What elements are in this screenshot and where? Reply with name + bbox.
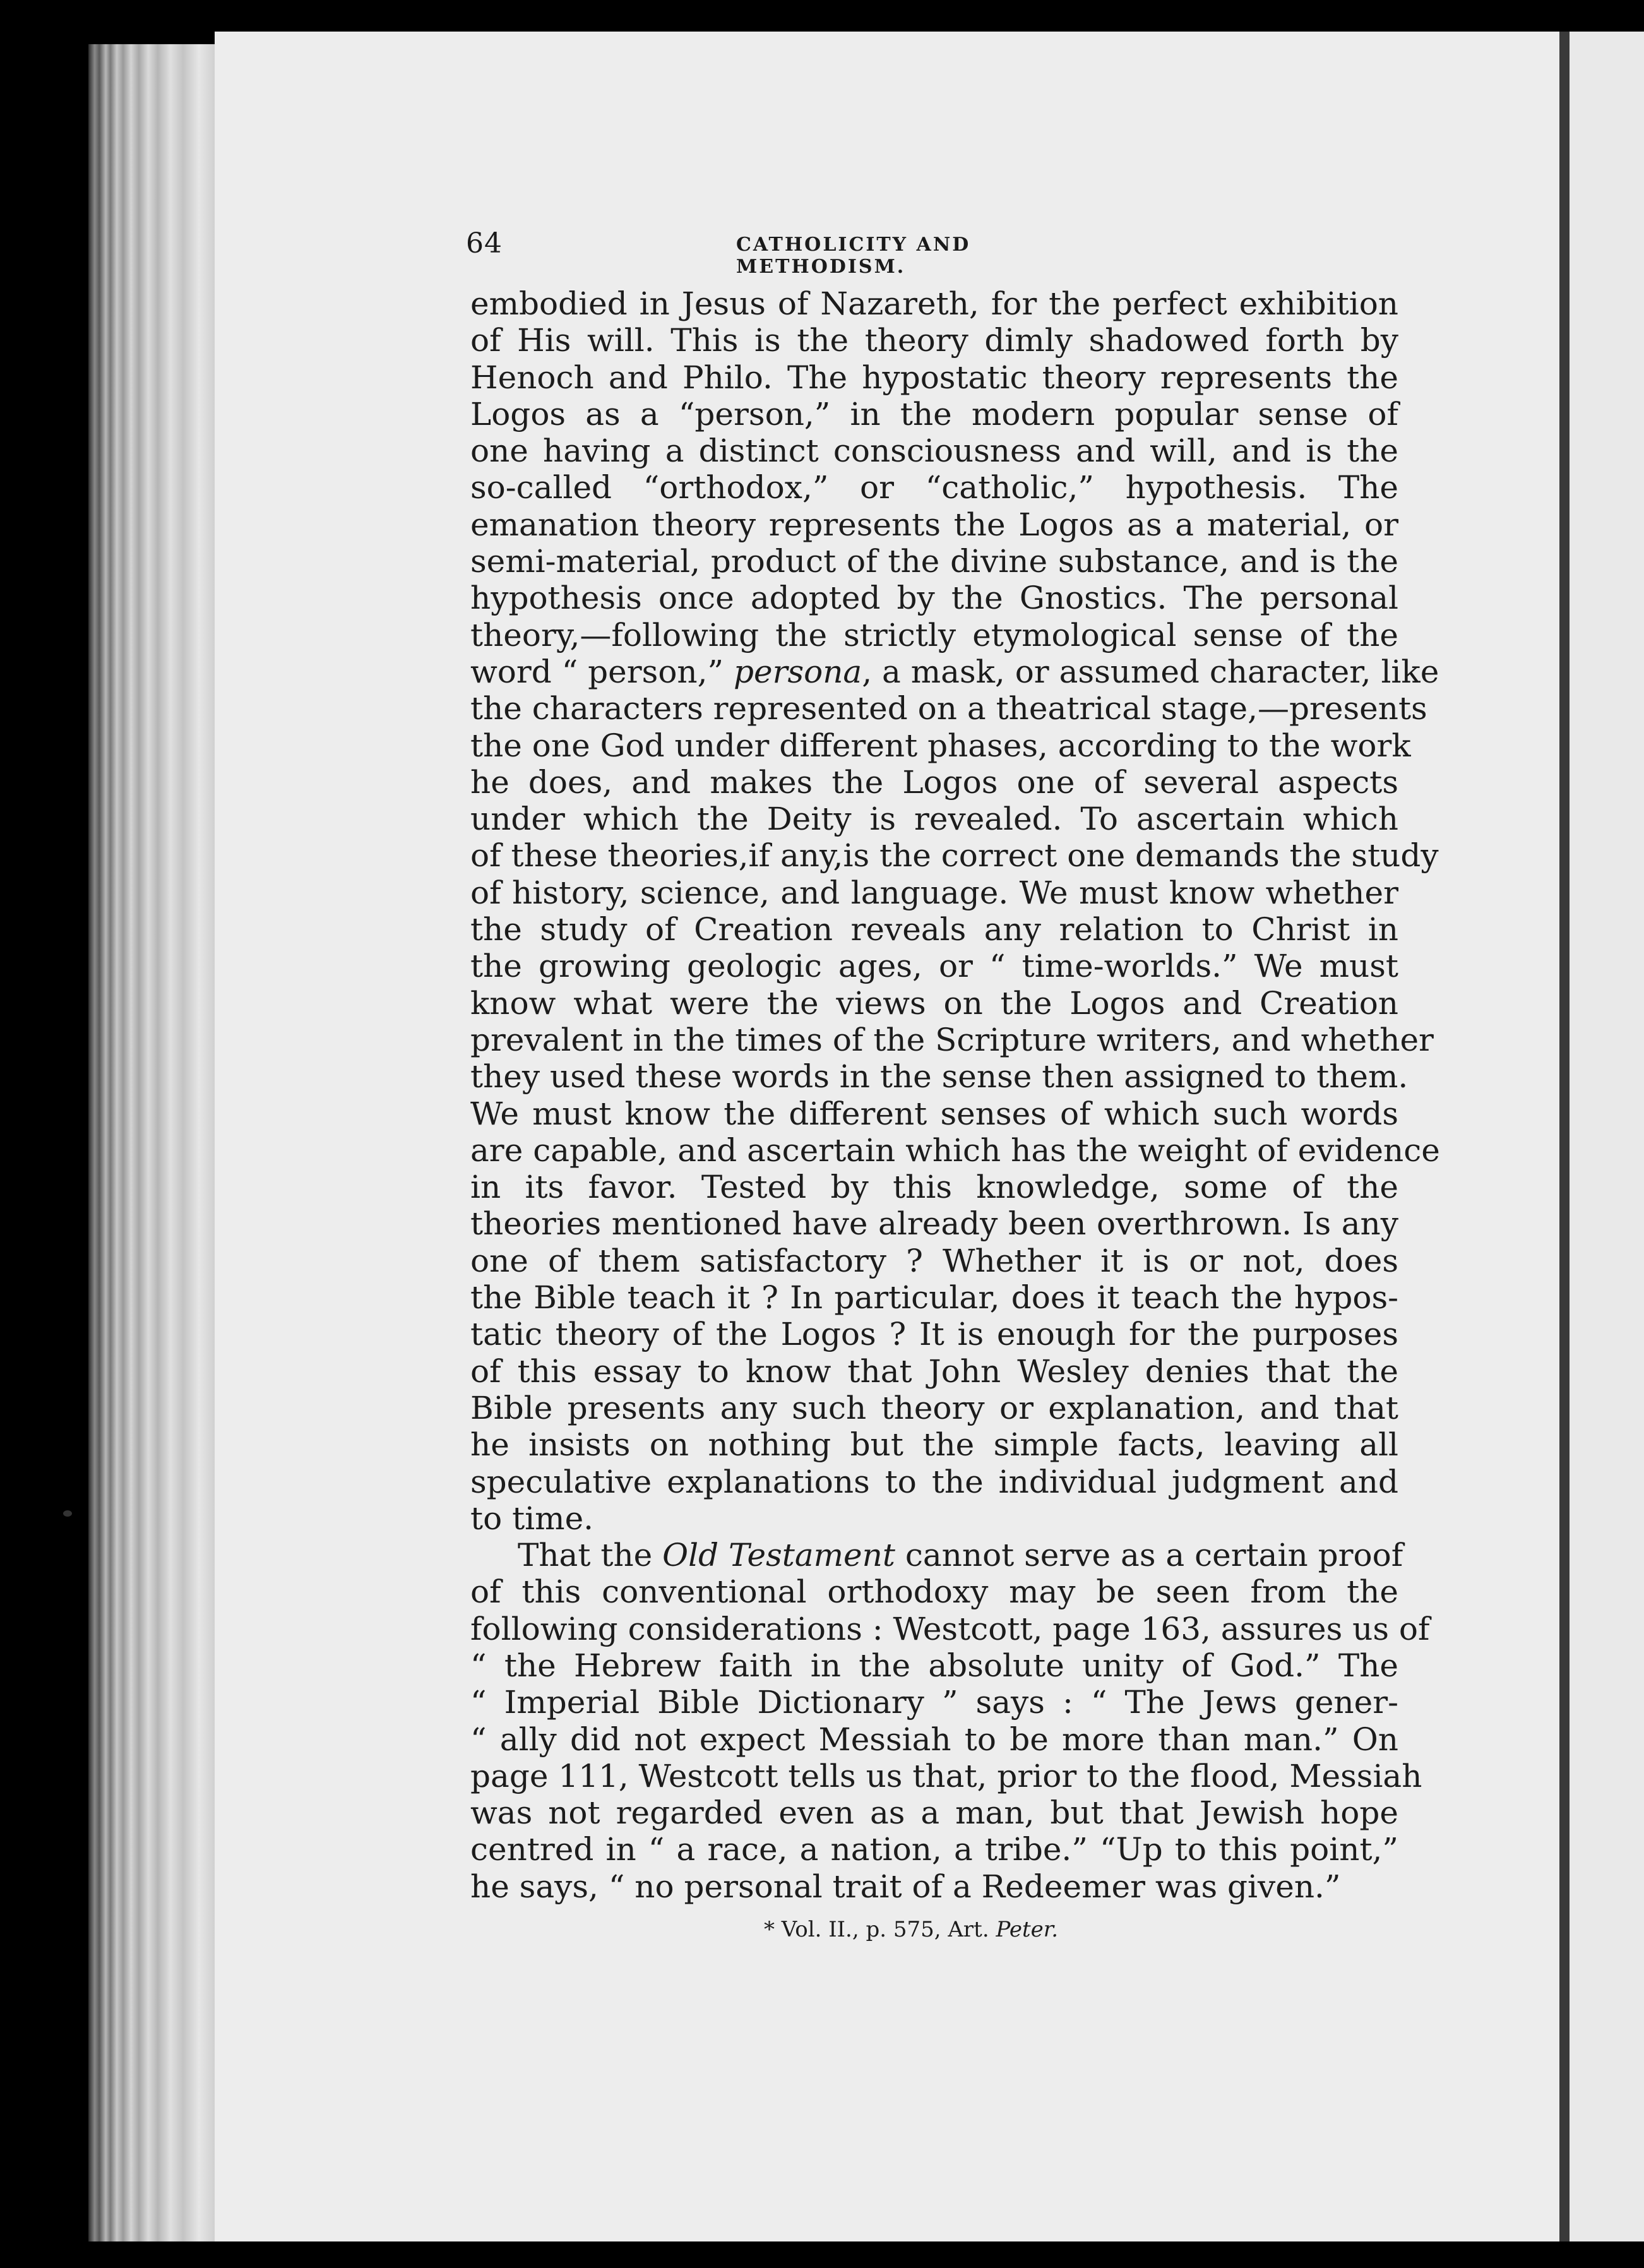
text-line bbox=[470, 764, 1398, 801]
text-segment: We must know the different senses of which such words bbox=[470, 1095, 1398, 1132]
text-segment: of these theories,if any,is the correct one demands the study bbox=[470, 837, 1439, 874]
bottom-border bbox=[0, 2241, 1644, 2268]
text-line bbox=[470, 322, 1398, 359]
text-segment: tatic theory of the Logos ? It is enough for the purposes bbox=[470, 1316, 1398, 1353]
text-segment: semi-material, product of the divine substance, and is the bbox=[470, 543, 1398, 580]
text-line bbox=[470, 1095, 1398, 1132]
text-line bbox=[470, 617, 1398, 654]
text-segment: the one God under different phases, according to the work bbox=[470, 727, 1411, 764]
text-segment: the study of Creation reveals any relation to Christ in bbox=[470, 911, 1398, 948]
text-line bbox=[470, 359, 1398, 396]
text-segment: Bible presents any such theory or explanation, and that bbox=[470, 1389, 1398, 1426]
text-line bbox=[470, 1316, 1398, 1352]
ink-smudge bbox=[63, 1510, 72, 1517]
text-segment: one having a distinct consciousness and will, and is the bbox=[470, 433, 1398, 470]
text-segment: know what were the views on the Logos and Creation bbox=[470, 984, 1398, 1022]
text-line bbox=[470, 1721, 1398, 1758]
text-segment: , a mask, or assumed character, like bbox=[862, 653, 1439, 690]
text-segment: he says, “ no personal trait of a Redeemer was given.” bbox=[470, 1868, 1341, 1905]
text-segment: Henoch and Philo. The hypostatic theory represents the bbox=[470, 359, 1398, 396]
text-line bbox=[470, 580, 1398, 616]
text-segment: page 111, Westcott tells us that, prior to the flood, Messiah bbox=[470, 1757, 1422, 1794]
adjacent-page bbox=[1570, 32, 1644, 2241]
text-line bbox=[470, 1426, 1398, 1463]
text-segment: are capable, and ascertain which has the weight of evidence bbox=[470, 1131, 1440, 1169]
text-segment: following considerations : Westcott, page 163, assures us of bbox=[470, 1610, 1430, 1647]
text-line bbox=[470, 396, 1398, 433]
page-gutter bbox=[1559, 32, 1570, 2241]
text-line bbox=[470, 690, 1427, 727]
text-segment: “ ally did not expect Messiah to be more than man.” On bbox=[470, 1721, 1398, 1758]
text-segment: the characters represented on a theatrical stage,—presents bbox=[470, 690, 1427, 727]
text-line bbox=[470, 1684, 1398, 1721]
page-number: 64 bbox=[466, 227, 503, 260]
text-line bbox=[470, 1610, 1430, 1647]
text-segment: in its favor. Tested by this knowledge, some of the bbox=[470, 1169, 1398, 1206]
text-line bbox=[470, 1464, 1398, 1500]
footnote bbox=[764, 1917, 1058, 1942]
text-segment: so-called “orthodox,” or “catholic,” hypothesis. The bbox=[470, 469, 1398, 506]
footnote-italic: Peter. bbox=[996, 1917, 1059, 1942]
text-segment: Logos as a “person,” in the modern popular sense of bbox=[470, 395, 1398, 433]
text-line bbox=[470, 1647, 1398, 1684]
text-line bbox=[470, 727, 1411, 764]
text-line bbox=[470, 1353, 1398, 1390]
text-line bbox=[470, 1868, 1398, 1905]
page-header bbox=[466, 227, 1135, 278]
text-segment: That the bbox=[518, 1537, 663, 1574]
text-segment: the Bible teach it ? In particular, does it teach the hypos- bbox=[470, 1279, 1398, 1316]
text-line bbox=[470, 985, 1398, 1022]
text-segment: prevalent in the times of the Scripture writers, and whether bbox=[470, 1021, 1434, 1058]
text-segment: cannot serve as a certain proof bbox=[895, 1537, 1403, 1574]
running-title: CATHOLICITY AND METHODISM. bbox=[736, 234, 971, 278]
text-segment: of this conventional orthodoxy may be seen from the bbox=[470, 1573, 1398, 1611]
text-line bbox=[470, 1279, 1398, 1316]
text-line bbox=[470, 1205, 1398, 1242]
text-line bbox=[470, 1500, 1398, 1537]
text-segment: embodied in Jesus of Nazareth, for the perfect exhibition bbox=[470, 285, 1398, 322]
text-line bbox=[470, 948, 1398, 984]
text-line bbox=[470, 1131, 1440, 1169]
text-line bbox=[470, 1243, 1398, 1279]
text-line bbox=[470, 1390, 1398, 1426]
text-line bbox=[470, 1794, 1398, 1831]
text-line bbox=[470, 1757, 1422, 1794]
text-segment: word “ person,” bbox=[470, 653, 734, 690]
text-line bbox=[470, 1537, 1403, 1574]
text-line bbox=[470, 1021, 1434, 1058]
text-line bbox=[470, 1058, 1409, 1095]
text-line bbox=[470, 543, 1398, 580]
text-segment: of this essay to know that John Wesley denies that the bbox=[470, 1352, 1398, 1390]
text-line bbox=[470, 911, 1398, 948]
body-text bbox=[470, 285, 1440, 1905]
text-segment: was not regarded even as a man, but that Jewish hope bbox=[470, 1794, 1398, 1832]
text-segment: theories mentioned have already been overthrown. Is any bbox=[470, 1205, 1398, 1243]
text-segment: they used these words in the sense then assigned to them. bbox=[470, 1058, 1409, 1095]
text-line bbox=[470, 469, 1398, 506]
text-line bbox=[470, 506, 1398, 543]
italic-phrase: persona bbox=[733, 653, 862, 690]
text-line bbox=[470, 1573, 1398, 1610]
text-segment: one of them satisfactory ? Whether it is or not, does bbox=[470, 1242, 1398, 1279]
footnote-text: * Vol. II., p. 575, Art. bbox=[764, 1917, 996, 1942]
text-segment: emanation theory represents the Logos as a material, or bbox=[470, 506, 1398, 543]
text-segment: hypothesis once adopted by the Gnostics. The personal bbox=[470, 580, 1398, 617]
text-segment: “ Imperial Bible Dictionary ” says : “ The Jews gener- bbox=[470, 1684, 1398, 1721]
text-segment: speculative explanations to the individual judgment and bbox=[470, 1463, 1398, 1500]
text-line bbox=[470, 285, 1398, 322]
italic-phrase: Old Testament bbox=[662, 1537, 895, 1574]
text-segment: he does, and makes the Logos one of several aspects bbox=[470, 763, 1398, 801]
text-segment: under which the Deity is revealed. To ascertain which bbox=[470, 801, 1398, 838]
text-segment: of His will. This is the theory dimly shadowed forth by bbox=[470, 322, 1398, 359]
text-line bbox=[470, 653, 1439, 690]
text-line bbox=[470, 1169, 1398, 1205]
text-line bbox=[470, 433, 1398, 469]
text-segment: centred in “ a race, a nation, a tribe.” “Up to this point,” bbox=[470, 1831, 1398, 1868]
text-segment: theory,—following the strictly etymological sense of the bbox=[470, 616, 1398, 654]
text-segment: to time. bbox=[470, 1500, 594, 1537]
text-segment: he insists on nothing but the simple facts, leaving all bbox=[470, 1426, 1398, 1464]
text-segment: “ the Hebrew faith in the absolute unity of God.” The bbox=[470, 1647, 1398, 1684]
text-segment: the growing geologic ages, or “ time-worlds.” We must bbox=[470, 948, 1398, 985]
text-line bbox=[470, 874, 1398, 911]
text-segment: of history, science, and language. We must know whether bbox=[470, 874, 1398, 911]
text-line bbox=[470, 801, 1398, 837]
text-line bbox=[470, 1831, 1398, 1868]
text-line bbox=[470, 837, 1439, 874]
